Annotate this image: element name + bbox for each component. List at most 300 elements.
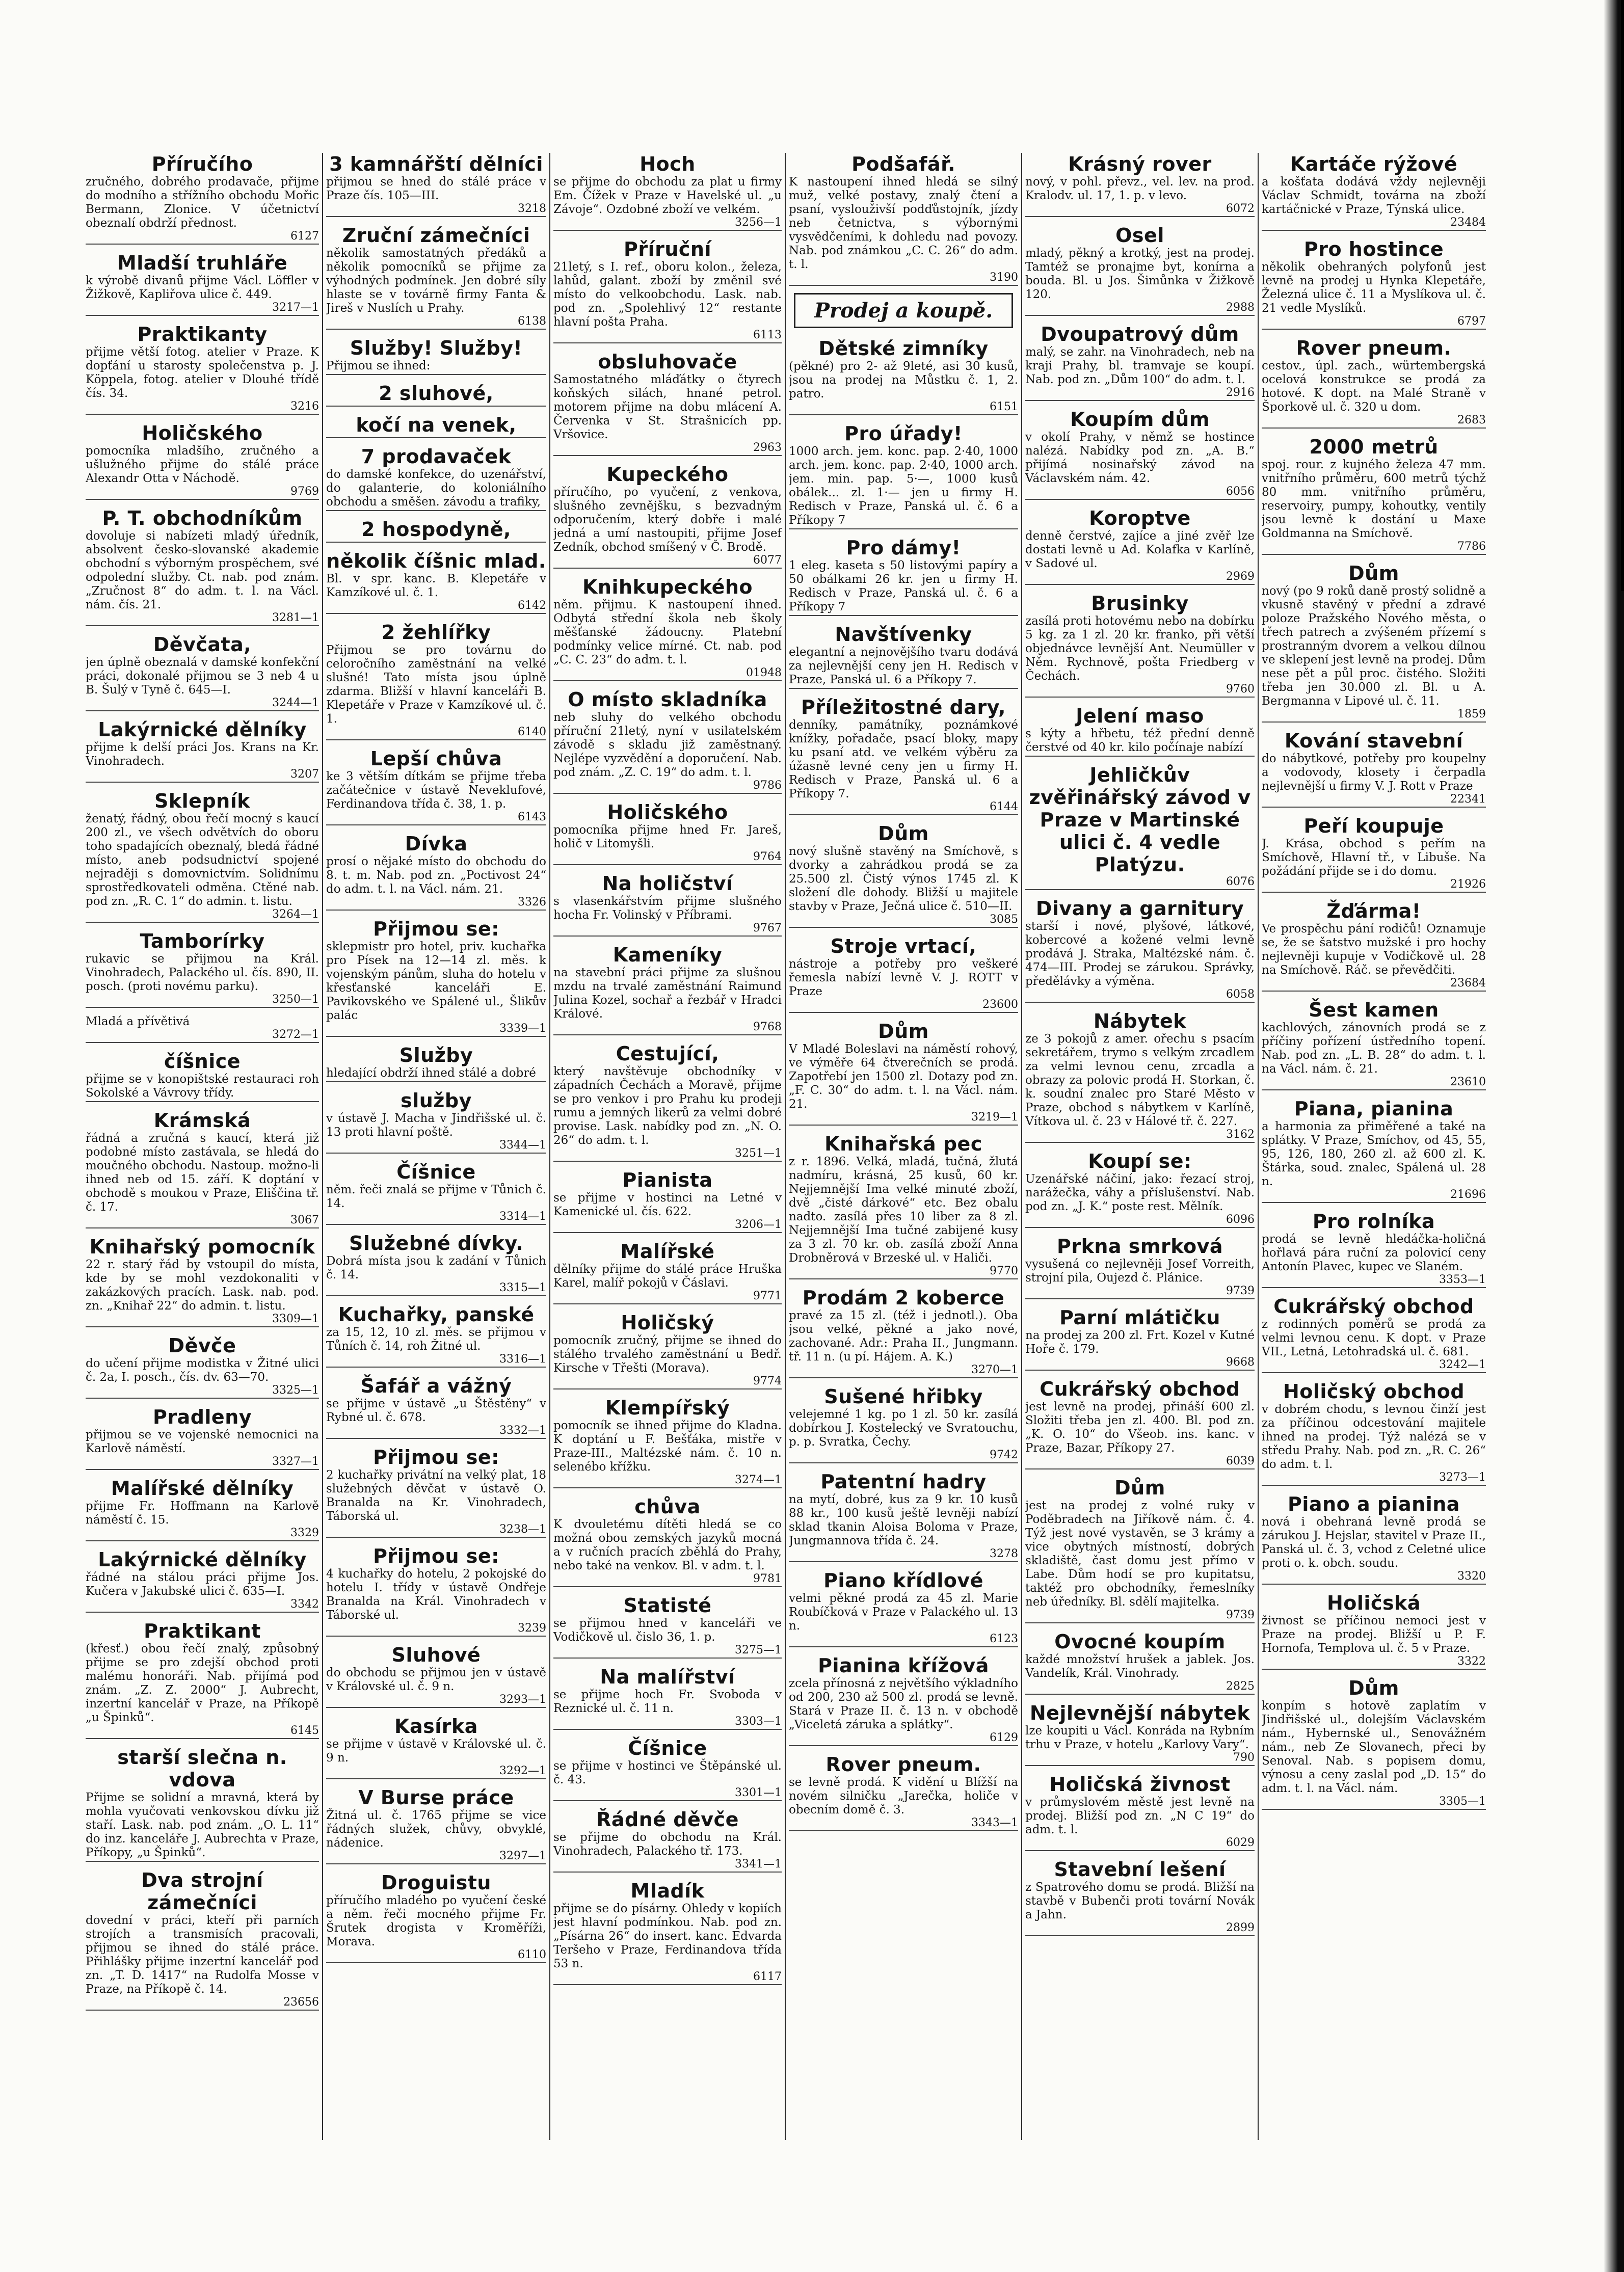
ad-heading: Malířské dělníky bbox=[111, 1477, 294, 1500]
ad-heading: číšnice bbox=[164, 1050, 241, 1073]
classified-ad bbox=[326, 1375, 546, 1439]
ad-code: 6151 bbox=[789, 401, 1018, 415]
ad-text: J. Krása, obchod s peřím na Smíchově, Hlavní tř., v Libuše. Na požádání přijde se i do domu. bbox=[1262, 837, 1486, 878]
classified-ad bbox=[326, 153, 546, 217]
ad-text: rukavic se přijmou na Král. Vinohradech, Palackého ul. čís. 890, II. posch. (proti novému parku). bbox=[86, 952, 319, 993]
classified-ad bbox=[326, 1446, 546, 1538]
ad-heading: Sušené hřibky bbox=[824, 1385, 983, 1408]
classified-ad bbox=[553, 801, 782, 865]
classified-ad bbox=[86, 1869, 319, 2011]
ad-code: 6096 bbox=[1025, 1214, 1255, 1228]
ad-heading: Kování stavební bbox=[1284, 730, 1463, 752]
ad-text: sklepmistr pro hotel, priv. kuchařka pro Písek na 12—14 zl. měs. k vojenským pánům, sluha do hotelu v křesťanské kanceláři E. Pavikovského ve Spálené ul., Šlikův palác bbox=[326, 940, 546, 1022]
ad-text: přijme větší fotog. atelier v Praze. K dopťání u starosty společenstva p. J. Köppela, fotog. atelier v Dlouhé třídě čís. 34. bbox=[86, 345, 319, 400]
classified-ad bbox=[789, 1654, 1018, 1746]
ad-text: živnost se příčinou nemoci jest v Praze na prodej. Bližší u P. F. Hornofa, Templova ul. č. 5 v Praze. bbox=[1262, 1614, 1486, 1655]
ad-code: 6127 bbox=[86, 230, 319, 245]
ad-code bbox=[326, 373, 546, 375]
ad-heading: starší slečna n. vdova bbox=[117, 1746, 287, 1791]
ad-heading: Podšafář. bbox=[851, 153, 955, 175]
ad-text: z rodinných poměrů se prodá za velmi levnou cenu. K dopt. v Praze VII., Letná, Letohradská ul. č. 681. bbox=[1262, 1318, 1486, 1358]
ad-heading: 2 hospodyně, bbox=[361, 518, 511, 541]
ad-heading: Nábytek bbox=[1093, 1010, 1187, 1032]
classified-ad bbox=[326, 1089, 546, 1154]
page-edge-dark bbox=[1621, 0, 1624, 591]
ad-text: k výrobě divanů přijme Václ. Löffler v Žižkově, Kapliřova ulice č. 449. bbox=[86, 274, 319, 301]
ad-heading: 7 prodavaček bbox=[361, 445, 512, 468]
ad-text: na prodej za 200 zl. Frt. Kozel v Kutné Hoře č. 179. bbox=[1025, 1329, 1255, 1356]
ad-heading: Šafář a vážný bbox=[360, 1375, 512, 1397]
ad-heading: Koroptve bbox=[1089, 507, 1191, 529]
ad-code: 6113 bbox=[553, 329, 782, 343]
ad-text: do nábytkové, potřeby pro koupelny a vodovody, klosety i čerpadla nejlevnější u firmy V. J. Rott v Praze bbox=[1262, 752, 1486, 793]
ad-text: neb sluhy do velkého obchodu příruční 21letý, nyní v usilatelském závodě s skladu již zaměstnaný. Nejlépe vyzvědění a doporučení. Nab. pod znám. „Z. C. 19“ do adm. t. l. bbox=[553, 711, 782, 779]
classified-ad bbox=[553, 1240, 782, 1304]
ad-code: 6797 bbox=[1262, 315, 1486, 330]
column-4 bbox=[789, 153, 1018, 2166]
ad-text: dovoluje si nabízeti mladý úředník, absolvent česko-slovanské akademie obchodní s výborným prospěchem, své odpolední služby. Ct. nab. pod znám. „Zručnost 8“ do adm. t. l. na Václ. nám. čís. 21. bbox=[86, 529, 319, 611]
ad-code: 3341—1 bbox=[553, 1858, 782, 1873]
ad-code: 21696 bbox=[1262, 1189, 1486, 1203]
ad-text: spoj. rour. z kujného železa 47 mm. vnitřního průměru, 600 metrů týchž 80 mm. vnitřního průměru, reservoiry, pumpy, kohoutky, ventily jsou levně k dostání u Maxe Goldmanna na Smíchově. bbox=[1262, 458, 1486, 540]
ad-heading: Koupí se: bbox=[1088, 1150, 1192, 1172]
ad-text: prodá se levně hledáčka-holičná hořlavá pára ruční za polovicí ceny Antonín Plavec, kupec ve Slaném. bbox=[1262, 1233, 1486, 1273]
ad-heading: Na holičství bbox=[602, 872, 733, 895]
ad-heading: Knihařský pomocník bbox=[89, 1236, 315, 1258]
ad-text: se přijme hoch Fr. Svoboda v Reznické ul. č. 11 n. bbox=[553, 1688, 782, 1715]
ad-text: se přijme do obchodu na Král. Vinohradech, Palackého tř. 173. bbox=[553, 1831, 782, 1858]
ad-code: 6029 bbox=[1025, 1837, 1255, 1851]
ad-text: 1000 arch. jem. konc. pap. 2·40, 1000 arch. jem. konc. pap. 2·40, 1000 arch. jem. min. pap. 5·—, 1000 kusů obálek... zl. 1·— jen u firmy H. Redisch v Praze, Panská ul. č. 6 a Příkopy 7 bbox=[789, 445, 1018, 527]
classified-ad bbox=[553, 1397, 782, 1488]
ad-text: pomocníka mladšího, zručného a ušlužného přijme do stálé práce Alexandr Otta v Náchodě. bbox=[86, 444, 319, 485]
ad-text: velejemné 1 kg. po 1 zl. 50 kr. zasílá dobírkou J. Kostelecký ve Svratouchu, p. p. Svratka, Čechy. bbox=[789, 1408, 1018, 1449]
ad-heading: Statisté bbox=[623, 1594, 712, 1617]
ad-code: 3339—1 bbox=[326, 1023, 546, 1037]
ad-heading: Praktikanty bbox=[137, 323, 268, 345]
ad-code: 2969 bbox=[1025, 571, 1255, 585]
classified-ad bbox=[326, 918, 546, 1037]
classified-ad bbox=[1262, 562, 1486, 723]
ad-text: příručího, po vyučení, z venkova, slušného zevnějšku, s bezvadným odporučením, který dobře i malé jedná a umí nastoupiti, přijme Josef Zedník, obchod smíšený v Č. Brodě. bbox=[553, 486, 782, 554]
ad-text: pomocník zručný, přijme se ihned do stálého trvalého zaměstnání u Bedř. Kirsche v Třešti (Morava). bbox=[553, 1334, 782, 1375]
ad-code: 23610 bbox=[1262, 1076, 1486, 1090]
ad-code: 3207 bbox=[86, 768, 319, 783]
classified-ad bbox=[86, 323, 319, 415]
ad-text: nový slušně stavěný na Smíchově, s dvorky a zahrádkou prodá se za 25.500 zl. Čistý výnos 1745 zl. K složení dle dohody. Bližší u majitele stavby v Praze, Ječná ulice č. 510—II. bbox=[789, 845, 1018, 913]
ad-heading: obsluhovače bbox=[598, 351, 737, 373]
ad-text: přijme se do písárny. Ohledy v kopiích jest hlavní podmínkou. Nab. pod zn. „Písárna 26“ do insert. kanc. Edvarda Teršeho v Praze, Ferdinandova třída 53 n. bbox=[553, 1902, 782, 1970]
ad-heading: Přijmou se: bbox=[373, 1446, 499, 1468]
classified-ad bbox=[789, 935, 1018, 1013]
classified-ad bbox=[326, 550, 546, 614]
ad-text: a košťata dodává vždy nejlevněji Václav Schmidt, továrna na zboží kartáčnické v Praze, Týnská ulice. bbox=[1262, 175, 1486, 216]
ad-code: 23684 bbox=[1262, 977, 1486, 992]
ad-heading: Holičského bbox=[142, 422, 263, 444]
classified-ad bbox=[86, 1015, 319, 1043]
ad-heading: Krásný rover bbox=[1068, 153, 1212, 175]
ad-heading: služby bbox=[401, 1089, 472, 1112]
ad-heading: Kartáče rýžové bbox=[1290, 153, 1458, 175]
ad-text: se přijme do obchodu za plat u firmy Em. Čížek v Praze v Havelské ul. „u Závoje“. Ozdobné zboží ve velkém. bbox=[553, 175, 782, 216]
ad-text: V Mladé Boleslavi na náměstí rohový, ve výměře 64 čtverečních se prodá. Zapotřebí jen 1500 zl. Dotazy pod zn. „F. C. 30“ do adm. t. l. na Václ. nám. 21. bbox=[789, 1043, 1018, 1111]
ad-heading: Malířské bbox=[620, 1240, 715, 1263]
ad-text: z Spatrového domu se prodá. Bližší na stavbě v Bubenči proti tovární Novák a Jahn. bbox=[1025, 1881, 1255, 1921]
classified-ad bbox=[553, 351, 782, 456]
ad-text: 21letý, s I. ref., oboru kolon., železa, lahůd, galant. zboží by změnil své místo do velkoobchodu. Lask. nab. pod zn. „Spolehlivý 12“ restante hlavní pošta Praha. bbox=[553, 260, 782, 329]
classified-ad bbox=[1025, 507, 1255, 585]
ad-heading: Krámská bbox=[153, 1109, 251, 1132]
ad-code bbox=[326, 1080, 546, 1082]
classified-ad bbox=[1025, 1378, 1255, 1469]
ad-text: do damské konfekce, do uzenářství, do galanterie, do koloniálního obchodu a směšen. závodu a trafiky, bbox=[326, 468, 546, 509]
ad-heading: Šest kamen bbox=[1309, 999, 1439, 1021]
ad-heading: Mladík bbox=[630, 1880, 705, 1902]
classified-ad bbox=[789, 337, 1018, 415]
classified-ad bbox=[789, 696, 1018, 815]
ad-code: 6117 bbox=[553, 1971, 782, 1985]
ad-heading: Dvoupatrový dům bbox=[1041, 323, 1239, 345]
ad-heading: Cukrářský obchod bbox=[1040, 1378, 1240, 1400]
ad-code: 2683 bbox=[1262, 414, 1486, 429]
ad-text: Bl. v spr. kanc. B. Klepetáře v Kamzíkové ul. č. 1. bbox=[326, 572, 546, 599]
ad-code bbox=[789, 614, 1018, 616]
ad-text: na stavební práci přijme za slušnou mzdu na trvalé zaměstnání Raimund Julina Kozel, sochař a řezbář v Hradci Králové. bbox=[553, 966, 782, 1021]
ad-code: 9774 bbox=[553, 1375, 782, 1389]
classified-ad bbox=[553, 1043, 782, 1162]
ad-heading: Služby! Služby! bbox=[350, 337, 523, 359]
classified-ad bbox=[553, 576, 782, 681]
ad-text: dělníky přijme do stálé práce Hruška Karel, malíř pokojů v Čáslavi. bbox=[553, 1263, 782, 1290]
classified-ad bbox=[1025, 1477, 1255, 1623]
classified-ad bbox=[789, 1385, 1018, 1463]
ad-heading: Přijmou se: bbox=[373, 918, 499, 940]
ad-text: dovední v práci, kteří při parních strojích a transmisích pracovali, přijmou se ihned do stálé práce. Přihlášky přijme inzertní kancelář pod zn. „T. D. 1417“ na Rudolfa Mosse v Praze, na Příkopě č. 14. bbox=[86, 1914, 319, 1996]
ad-heading: Prodám 2 koberce bbox=[802, 1287, 1005, 1309]
column-1 bbox=[86, 153, 319, 2166]
ad-code: 3353—1 bbox=[1262, 1274, 1486, 1288]
ad-text: několik obehraných polyfonů jest levně na prodej u Hynka Klepetáře, Železná ulice č. 11 a Myslíkova ul. č. 21 vedle Myslíků. bbox=[1262, 260, 1486, 315]
classified-ad bbox=[553, 1312, 782, 1389]
ad-heading: Jelení maso bbox=[1076, 705, 1204, 727]
classified-ad bbox=[326, 1161, 546, 1225]
ad-code: 3327—1 bbox=[86, 1456, 319, 1470]
ad-code: 9668 bbox=[1025, 1356, 1255, 1371]
classified-ad bbox=[86, 930, 319, 1008]
ad-text: Ve prospěchu pání rodičů! Oznamuje se, že se šatstvo mužské i pro hochy nejlevněji kupuje v Vodičkově ul. 28 na Smíchově. Ráč. se převědčiti. bbox=[1262, 922, 1486, 977]
ad-code: 3251—1 bbox=[553, 1147, 782, 1162]
classified-ad bbox=[326, 337, 546, 375]
ad-code: 9768 bbox=[553, 1021, 782, 1035]
ad-code: 790 bbox=[1025, 1752, 1255, 1766]
ad-text: nový, v pohl. převz., vel. lev. na prod. Kralodv. ul. 17, 1. p. v levo. bbox=[1025, 175, 1255, 202]
ad-text: se přijme v hostinci na Letné v Kamenické ul. čís. 622. bbox=[553, 1191, 782, 1218]
ad-heading: Jehličkův zvěřinářský závod v Praze v Martinské ulici č. 4 vedle Platýzu. bbox=[1029, 764, 1251, 876]
ad-code bbox=[1025, 755, 1255, 757]
ad-code: 3162 bbox=[1025, 1129, 1255, 1143]
ad-heading: Pradleny bbox=[152, 1406, 252, 1428]
classified-ad bbox=[326, 1232, 546, 1296]
ad-heading: Děvčata, bbox=[153, 633, 252, 656]
classified-ad bbox=[789, 537, 1018, 616]
ad-heading: Peří koupuje bbox=[1303, 815, 1444, 837]
ad-heading: Holičský bbox=[621, 1312, 714, 1334]
ad-code: 2825 bbox=[1025, 1680, 1255, 1695]
classified-ad bbox=[553, 872, 782, 937]
ad-heading: Praktikant bbox=[144, 1620, 261, 1642]
ad-heading: Nejlevnější nábytek bbox=[1029, 1702, 1250, 1724]
ad-code: 9767 bbox=[553, 922, 782, 937]
ad-code: 3272—1 bbox=[86, 1029, 319, 1043]
ad-text: malý, se zahr. na Vinohradech, neb na kraji Prahy, bl. tramvaje se koupí. Nab. pod zn. „Dům 100“ do adm. t. l. bbox=[1025, 345, 1255, 386]
ad-text: řádná a zručná s kaucí, která již podobné místo zastávala, se hledá do moučného obchodu. Nastoup. možno-li ihned neb od 15. září. K doptání v obchodě s moukou v Praze, Eliščina tř. č. 17. bbox=[86, 1132, 319, 1214]
classified-ad bbox=[1025, 592, 1255, 698]
ad-code: 6072 bbox=[1025, 203, 1255, 217]
classified-ad bbox=[1025, 764, 1255, 890]
ad-heading: Přijmou se: bbox=[373, 1545, 499, 1567]
classified-ad bbox=[86, 1334, 319, 1399]
ad-code: 1859 bbox=[1262, 708, 1486, 723]
ad-code: 9742 bbox=[789, 1449, 1018, 1463]
ad-heading: Příruční bbox=[623, 238, 711, 260]
classified-ad bbox=[789, 1287, 1018, 1378]
ad-code: 3342 bbox=[86, 1598, 319, 1613]
ad-code: 6142 bbox=[326, 600, 546, 614]
ad-code: 9771 bbox=[553, 1290, 782, 1304]
ad-text: 1 eleg. kaseta s 50 listovými papíry a 50 obálkami 26 kr. jen u firmy H. Redisch v Praze, Panská ul. č. 6 a Příkopy 7 bbox=[789, 559, 1018, 613]
classified-ad bbox=[86, 1406, 319, 1470]
ad-heading: Lakýrnické dělníky bbox=[98, 718, 307, 741]
ad-code: 6058 bbox=[1025, 988, 1255, 1003]
ad-heading: Dům bbox=[878, 822, 929, 845]
column-divider bbox=[322, 153, 323, 2140]
ad-text: se přijme v ústavě „u Štěstěny“ v Rybné ul. č. 678. bbox=[326, 1397, 546, 1424]
ad-heading: Dívka bbox=[405, 833, 468, 855]
ad-code: 3343—1 bbox=[789, 1817, 1018, 1831]
ad-text: za 15, 12, 10 zl. měs. se přijmou v Tůních č. 14, roh Žitné ul. bbox=[326, 1326, 546, 1353]
ad-text: lze koupiti u Václ. Konráda na Rybním trhu v Praze, v hotelu „Karlovy Vary“. bbox=[1025, 1724, 1255, 1751]
classified-ad bbox=[326, 1786, 546, 1864]
ad-text: se přijme v hostinci ve Štěpánské ul. č. 43. bbox=[553, 1759, 782, 1786]
classified-ad bbox=[86, 422, 319, 500]
ad-code: 6145 bbox=[86, 1725, 319, 1739]
ad-heading: Služebné dívky. bbox=[349, 1232, 524, 1254]
ad-code: 3325—1 bbox=[86, 1384, 319, 1399]
classified-ad bbox=[86, 1236, 319, 1327]
ad-code: 6123 bbox=[789, 1633, 1018, 1647]
ad-heading: Příručího bbox=[151, 153, 253, 175]
column-divider bbox=[785, 153, 786, 2140]
ad-text: Dobrá místa jsou k zadání v Tůnich č. 14. bbox=[326, 1254, 546, 1281]
ad-text: Mladá a přívětivá bbox=[86, 1015, 190, 1028]
ad-heading: Kupeckého bbox=[606, 463, 729, 486]
ad-text: zručného, dobrého prodavače, přijme do modního a střížního obchodu Mořic Bermann, Zlonice. V účetnictví obeznalí obdrží přednost. bbox=[86, 175, 319, 230]
classified-ad bbox=[1025, 323, 1255, 401]
column-2 bbox=[326, 153, 546, 2166]
ad-code: 6110 bbox=[326, 1949, 546, 1963]
column-6 bbox=[1262, 153, 1486, 2166]
ad-code: 3281—1 bbox=[86, 612, 319, 626]
ad-text: něm. přijmu. K nastoupení ihned. Odbytá střední škola neb školy měšťanské žádoucny. Platební podmínky velice mírné. Ct. nab. pod „C. C. 23“ do adm. t. l. bbox=[553, 598, 782, 666]
classified-ad bbox=[86, 633, 319, 711]
classified-ad bbox=[1262, 1380, 1486, 1486]
classified-ad bbox=[1262, 1098, 1486, 1203]
ad-text: Žitná ul. č. 1765 přijme se vice řádných služek, chůvy, obvyklé, nádenice. bbox=[326, 1809, 546, 1850]
ad-code: 3218 bbox=[326, 203, 546, 217]
classified-ad bbox=[1262, 1677, 1486, 1810]
classified-ad bbox=[1262, 730, 1486, 808]
ad-text: se levně prodá. K vidění u Blížší na novém silničku „Jarečka, holiče v obecním domě č. 3. bbox=[789, 1776, 1018, 1816]
ad-heading: Kasírka bbox=[394, 1715, 478, 1738]
ad-heading: Piano a pianina bbox=[1288, 1493, 1460, 1515]
ad-text: zcela přínosná z největšího výkladního od 200, 230 až 500 zl. prodá se levně. Stará v Praze II. č. 13 n. v obchodě „Viceletá záruka a splátky“. bbox=[789, 1677, 1018, 1731]
ad-heading: Ovocné koupím bbox=[1054, 1631, 1226, 1653]
classified-ad bbox=[789, 1569, 1018, 1647]
ad-code bbox=[326, 509, 546, 511]
ad-code: 3219—1 bbox=[789, 1111, 1018, 1126]
ad-code: 2988 bbox=[1025, 302, 1255, 316]
ad-text: 2 kuchařky privátní na velký plat, 18 služebných děvčat v ústavě O. Branalda na Kr. Vinohradech, Táborská ul. bbox=[326, 1468, 546, 1523]
ad-text: ze 3 pokojů z amer. ořechu s psacím sekretářem, trymo s velkým zrcadlem za velmi levnou cenu, zrcadla a obrazy za polovic prodá H. Storkan, č. k. soudní znalec pro Staré Město v Praze, obchod s nábytkem v Karlíně, Vítkova ul. č. 23 v Hálové tř. č. 227. bbox=[1025, 1032, 1255, 1128]
classified-ad bbox=[326, 833, 546, 911]
ad-heading: O místo skladníka bbox=[568, 688, 767, 711]
classified-ad bbox=[86, 153, 319, 245]
ad-code: 6039 bbox=[1025, 1455, 1255, 1469]
ad-code: 6076 bbox=[1025, 876, 1255, 890]
ad-heading: Cestující, bbox=[616, 1043, 720, 1065]
ad-heading: Rover pneum. bbox=[826, 1753, 981, 1776]
classified-ad bbox=[326, 224, 546, 330]
ad-heading: Služby bbox=[399, 1044, 473, 1066]
ad-code bbox=[86, 1860, 319, 1862]
classified-ad bbox=[326, 382, 546, 407]
ad-heading: Lakýrnické dělníky bbox=[98, 1548, 307, 1571]
classified-ad bbox=[553, 1737, 782, 1801]
classified-ad bbox=[1025, 1702, 1255, 1766]
ad-text: v okolí Prahy, v němž se hostince nalézá. Nabídky pod zn. „A. B.“ přijímá nosinařský závod na Václavském nám. 42. bbox=[1025, 431, 1255, 485]
classified-ad bbox=[86, 507, 319, 626]
ad-heading: Dům bbox=[1114, 1477, 1165, 1499]
ad-code: 9770 bbox=[789, 1265, 1018, 1279]
ad-code bbox=[789, 527, 1018, 529]
classified-ad bbox=[326, 621, 546, 740]
classified-ad bbox=[1025, 1306, 1255, 1371]
ad-text: prosí o nějaké místo do obchodu do 8. t. m. Nab. pod zn. „Poctivost 24“ do adm. t. l. na Václ. nám. 21. bbox=[326, 855, 546, 896]
ad-code: 23600 bbox=[789, 999, 1018, 1013]
ad-code: 2899 bbox=[1025, 1922, 1255, 1936]
ad-code: 3273—1 bbox=[1262, 1472, 1486, 1486]
ad-code: 22341 bbox=[1262, 793, 1486, 808]
ad-code: 9760 bbox=[1025, 683, 1255, 698]
ad-heading: Pro úřady! bbox=[844, 422, 963, 445]
ad-heading: kočí na venek, bbox=[356, 414, 517, 436]
ad-heading: Dům bbox=[1348, 1677, 1399, 1699]
ad-heading: Lepší chůva bbox=[370, 747, 502, 770]
ad-code: 3332—1 bbox=[326, 1425, 546, 1439]
ad-text: řádné na stálou práci přijme Jos. Kučera v Jakubské ulici č. 635—I. bbox=[86, 1571, 319, 1598]
classified-ad bbox=[86, 1620, 319, 1739]
ad-code: 23484 bbox=[1262, 217, 1486, 231]
ad-code: 6144 bbox=[789, 801, 1018, 815]
ad-heading: Patentní hadry bbox=[820, 1471, 987, 1493]
ad-heading: Tamborírky bbox=[140, 930, 265, 952]
ad-text: zasílá proti hotovému nebo na dobírku 5 kg. za 1 zl. 20 kr. franko, při větší objednávce levnější Ant. Neumüller v Něm. Rychnově, pošta Friedberg v Čechách. bbox=[1025, 614, 1255, 683]
classified-ad bbox=[789, 1020, 1018, 1126]
ad-heading: Žďárma! bbox=[1326, 900, 1421, 922]
ad-code: 3250—1 bbox=[86, 994, 319, 1008]
classified-ad bbox=[789, 153, 1018, 286]
classified-ad bbox=[326, 1303, 546, 1368]
ad-code: 01948 bbox=[553, 667, 782, 681]
ad-text: Přijmou se pro továrnu do celoročního zaměstnání na velké slušné! Tato místa jsou úplně zdarma. Bližší v hlavní kanceláři B. Klepetáře v Praze v Kamzíkové ul. č. 1. bbox=[326, 644, 546, 726]
ad-text: s vlasenkářstvím přijme slušného hocha Fr. Volinský v Příbrami. bbox=[553, 895, 782, 922]
ad-code: 3303—1 bbox=[553, 1716, 782, 1730]
ad-code: 3242—1 bbox=[1262, 1359, 1486, 1373]
ad-text: 22 r. starý řád by vstoupil do místa, kde by se mohl vezdokonaliti v zakázkových pracích. Lask. nab. pod. zn. „Knihař 22“ do admin. t. listu. bbox=[86, 1258, 319, 1313]
ad-code: 3270—1 bbox=[789, 1364, 1018, 1378]
ad-text: mladý, pěkný a krotký, jest na prodej. Tamtéž se pronajme byt, konírna a bouda. Bl. u Jos. Šimůnka v Žižkově 120. bbox=[1025, 247, 1255, 301]
ad-text: konpím s hotově zaplatím v Jindřišské ul., dolejším Václavském nám., Hybernské ul., Senovážném nám., neb Ze Slovanech, přeci by Senoval. Nab. s popisem domu, výnosu a ceny zaslal pod „D. 15“ do adm. t. l. na Václ. nám. bbox=[1262, 1699, 1486, 1795]
ad-heading: Rover pneum. bbox=[1296, 337, 1452, 359]
ad-heading: Příležitostné dary, bbox=[801, 696, 1006, 718]
ad-code: 2916 bbox=[1025, 387, 1255, 401]
ad-code: 3344—1 bbox=[326, 1139, 546, 1154]
classified-ad bbox=[86, 790, 319, 923]
ad-heading: Prkna smrková bbox=[1056, 1235, 1223, 1258]
ad-code: 23656 bbox=[86, 1996, 319, 2011]
ad-text: nový (po 9 roků daně prostý solidně a vkusně stavěný v přední a zdravé poloze Pražského Nového města, o třech patrech a zvýšeném přízemí s prostranným dvorem a velkou dílnou ve sklepení jest levně na prodej. Dům nese pět a půl proc. čistého. Složiti třeba jen 30.000 zl. Bl. u A. Bergmanna v Lipové ul. č. 11. bbox=[1262, 584, 1486, 708]
ad-heading: Navštívenky bbox=[835, 623, 972, 646]
ad-text: něm. řeči znalá se přijme v Tůnich č. 14. bbox=[326, 1183, 546, 1210]
ad-text: přijme se v konopištské restauraci roh Sokolské a Vávrovy třídy. bbox=[86, 1073, 319, 1100]
classified-ad bbox=[1025, 705, 1255, 757]
ad-code: 9781 bbox=[553, 1573, 782, 1587]
ad-text: Samostatného mláďátky o čtyrech koňských silách, hnané petrol. motorem přijme na dobu mlácení A. Červenka v St. Strašnicích pp. Vršovice. bbox=[553, 373, 782, 441]
classified-ad bbox=[86, 1548, 319, 1613]
ad-text: přijmou se ve vojenské nemocnici na Karlově náměstí. bbox=[86, 1428, 319, 1455]
ad-heading: Stroje vrtací, bbox=[830, 935, 977, 957]
ad-text: několik samostatných předáků a několik pomocníků se přijme za výhodných podmínek. Jen dobré síly hlaste se v továrně firmy Fanta & Jireš v Nuslích u Prahy. bbox=[326, 247, 546, 315]
ad-heading: Děvče bbox=[168, 1334, 236, 1357]
column-3 bbox=[553, 153, 782, 2166]
ad-code bbox=[326, 541, 546, 543]
ad-code: 3316—1 bbox=[326, 1353, 546, 1368]
classified-ad bbox=[86, 718, 319, 783]
classified-ad bbox=[1025, 1235, 1255, 1299]
ad-code bbox=[789, 687, 1018, 689]
column-divider bbox=[1258, 153, 1259, 2140]
ad-text: jest na prodej z volné ruky v Poděbradech na Jiříkově nám. č. 4. Týž jest nové vystavěn, se 3 krámy a vice obytných místností, dobrých skladiště, čast domu jest přímo v Labe. Dům hodí se pro kupitatsu, taktéž pro obchodníky, řemeslníky neb úředníky. Bl. sdělí majitelka. bbox=[1025, 1499, 1255, 1609]
classified-ad bbox=[1262, 436, 1486, 555]
ad-code: 3293—1 bbox=[326, 1694, 546, 1708]
column-divider bbox=[1021, 153, 1022, 2140]
ad-text: denně čerstvé, zajíce a jiné zvěř lze dostati levně u Ad. Kolafka v Karlíně, v Sadové ul. bbox=[1025, 529, 1255, 570]
classified-ad bbox=[326, 1545, 546, 1637]
ad-code: 3297—1 bbox=[326, 1850, 546, 1864]
ad-code: 6129 bbox=[789, 1732, 1018, 1746]
ad-text: v průmyslovém městě jest levně na prodej. Bližší pod zn. „N C 19“ do adm. t. l. bbox=[1025, 1796, 1255, 1836]
ad-code bbox=[326, 405, 546, 407]
classified-ad bbox=[1025, 1010, 1255, 1143]
classified-ad bbox=[326, 747, 546, 825]
ad-code bbox=[86, 1100, 319, 1102]
ad-heading: Droguistu bbox=[381, 1872, 491, 1894]
classified-ad bbox=[1262, 238, 1486, 330]
ad-text: s kýty a hřbetu, též přední denně čerstvé od 40 kr. kilo počínaje nabízí bbox=[1025, 727, 1255, 754]
ad-code: 3326 bbox=[326, 896, 546, 911]
ad-heading: V Burse práce bbox=[358, 1786, 514, 1809]
ad-heading: Dětské zimníky bbox=[818, 337, 989, 360]
